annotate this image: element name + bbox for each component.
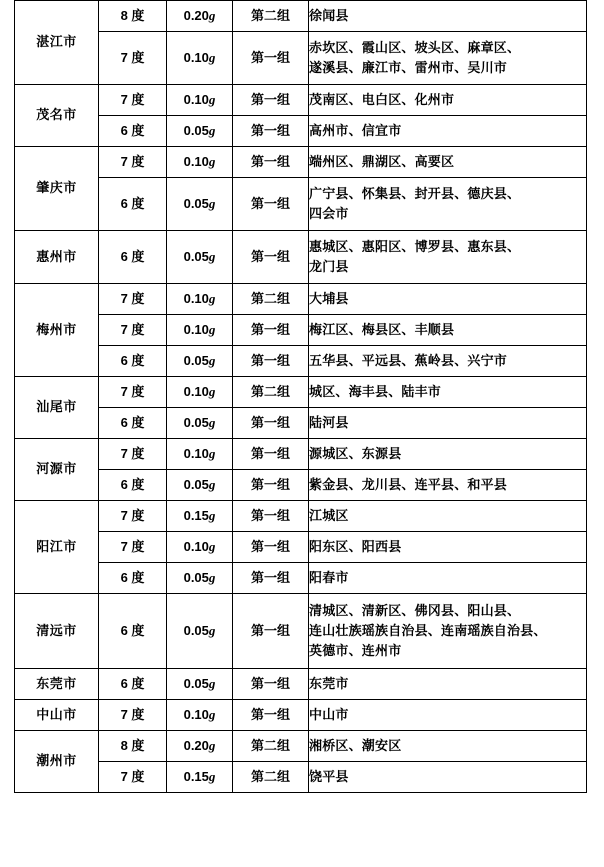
cell-group: 第一组 xyxy=(233,178,309,231)
cell-areas: 东莞市 xyxy=(309,669,587,700)
cell-acceleration: 0.10g xyxy=(167,315,233,346)
cell-group: 第一组 xyxy=(233,32,309,85)
cell-areas: 梅江区、梅县区、丰顺县 xyxy=(309,315,587,346)
cell-acceleration: 0.10g xyxy=(167,377,233,408)
table-row xyxy=(15,284,587,315)
cell-acceleration: 0.05g xyxy=(167,408,233,439)
cell-acceleration: 0.05g xyxy=(167,563,233,594)
cell-city: 梅州市 xyxy=(15,284,99,377)
cell-areas: 阳春市 xyxy=(309,563,587,594)
cell-acceleration: 0.10g xyxy=(167,284,233,315)
cell-areas: 陆河县 xyxy=(309,408,587,439)
cell-areas: 源城区、东源县 xyxy=(309,439,587,470)
cell-group: 第一组 xyxy=(233,563,309,594)
cell-degree: 8 度 xyxy=(99,731,167,762)
cell-areas: 紫金县、龙川县、连平县、和平县 xyxy=(309,470,587,501)
table-row xyxy=(15,346,587,377)
table-row xyxy=(15,408,587,439)
cell-degree: 7 度 xyxy=(99,439,167,470)
cell-acceleration: 0.05g xyxy=(167,178,233,231)
cell-acceleration: 0.10g xyxy=(167,32,233,85)
cell-degree: 6 度 xyxy=(99,178,167,231)
cell-acceleration: 0.10g xyxy=(167,700,233,731)
cell-degree: 6 度 xyxy=(99,346,167,377)
cell-city: 清远市 xyxy=(15,594,99,669)
cell-areas: 茂南区、电白区、化州市 xyxy=(309,85,587,116)
cell-city: 中山市 xyxy=(15,700,99,731)
table-row xyxy=(15,762,587,793)
cell-degree: 6 度 xyxy=(99,669,167,700)
cell-areas: 高州市、信宜市 xyxy=(309,116,587,147)
cell-acceleration: 0.10g xyxy=(167,439,233,470)
cell-group: 第二组 xyxy=(233,377,309,408)
cell-group: 第一组 xyxy=(233,501,309,532)
cell-degree: 6 度 xyxy=(99,594,167,669)
cell-group: 第一组 xyxy=(233,470,309,501)
cell-areas: 清城区、清新区、佛冈县、阳山县、 连山壮族瑶族自治县、连南瑶族自治县、 英德市、连州市 xyxy=(309,594,587,669)
cell-degree: 6 度 xyxy=(99,563,167,594)
cell-areas: 徐闻县 xyxy=(309,1,587,32)
cell-degree: 7 度 xyxy=(99,700,167,731)
cell-acceleration: 0.05g xyxy=(167,346,233,377)
cell-acceleration: 0.05g xyxy=(167,594,233,669)
table-row xyxy=(15,32,587,85)
table-row xyxy=(15,178,587,231)
cell-acceleration: 0.20g xyxy=(167,1,233,32)
cell-city: 茂名市 xyxy=(15,85,99,147)
cell-degree: 7 度 xyxy=(99,532,167,563)
cell-group: 第一组 xyxy=(233,147,309,178)
cell-group: 第二组 xyxy=(233,762,309,793)
cell-degree: 8 度 xyxy=(99,1,167,32)
cell-degree: 7 度 xyxy=(99,85,167,116)
cell-areas: 饶平县 xyxy=(309,762,587,793)
cell-areas: 湘桥区、潮安区 xyxy=(309,731,587,762)
cell-group: 第二组 xyxy=(233,731,309,762)
cell-areas: 江城区 xyxy=(309,501,587,532)
cell-acceleration: 0.10g xyxy=(167,147,233,178)
table-row xyxy=(15,470,587,501)
cell-city: 河源市 xyxy=(15,439,99,501)
cell-areas: 惠城区、惠阳区、博罗县、惠东县、 龙门县 xyxy=(309,231,587,284)
cell-areas: 大埔县 xyxy=(309,284,587,315)
cell-degree: 7 度 xyxy=(99,284,167,315)
cell-areas: 阳东区、阳西县 xyxy=(309,532,587,563)
cell-degree: 7 度 xyxy=(99,377,167,408)
cell-acceleration: 0.10g xyxy=(167,85,233,116)
table-row xyxy=(15,669,587,700)
seismic-intensity-table xyxy=(14,0,587,793)
cell-acceleration: 0.10g xyxy=(167,532,233,563)
cell-city: 肇庆市 xyxy=(15,147,99,231)
cell-degree: 7 度 xyxy=(99,762,167,793)
cell-degree: 6 度 xyxy=(99,116,167,147)
cell-group: 第二组 xyxy=(233,1,309,32)
cell-degree: 7 度 xyxy=(99,501,167,532)
cell-areas: 赤坎区、霞山区、坡头区、麻章区、 遂溪县、廉江市、雷州市、吴川市 xyxy=(309,32,587,85)
cell-degree: 7 度 xyxy=(99,32,167,85)
cell-degree: 7 度 xyxy=(99,147,167,178)
cell-areas: 中山市 xyxy=(309,700,587,731)
table-row xyxy=(15,231,587,284)
table-row xyxy=(15,315,587,346)
cell-city: 惠州市 xyxy=(15,231,99,284)
cell-group: 第一组 xyxy=(233,408,309,439)
cell-city: 东莞市 xyxy=(15,669,99,700)
cell-acceleration: 0.15g xyxy=(167,501,233,532)
table-row xyxy=(15,1,587,32)
cell-degree: 6 度 xyxy=(99,470,167,501)
table-row xyxy=(15,501,587,532)
table-row xyxy=(15,439,587,470)
cell-acceleration: 0.05g xyxy=(167,669,233,700)
cell-group: 第一组 xyxy=(233,315,309,346)
cell-group: 第二组 xyxy=(233,284,309,315)
cell-group: 第一组 xyxy=(233,594,309,669)
table-row xyxy=(15,377,587,408)
cell-group: 第一组 xyxy=(233,439,309,470)
table-row xyxy=(15,147,587,178)
cell-city: 汕尾市 xyxy=(15,377,99,439)
cell-group: 第一组 xyxy=(233,669,309,700)
cell-acceleration: 0.05g xyxy=(167,116,233,147)
table-row xyxy=(15,700,587,731)
table-row xyxy=(15,532,587,563)
cell-city: 阳江市 xyxy=(15,501,99,594)
cell-areas: 广宁县、怀集县、封开县、德庆县、 四会市 xyxy=(309,178,587,231)
cell-group: 第一组 xyxy=(233,116,309,147)
cell-acceleration: 0.05g xyxy=(167,470,233,501)
cell-degree: 6 度 xyxy=(99,408,167,439)
cell-acceleration: 0.05g xyxy=(167,231,233,284)
cell-degree: 7 度 xyxy=(99,315,167,346)
table-row xyxy=(15,594,587,669)
cell-areas: 端州区、鼎湖区、高要区 xyxy=(309,147,587,178)
cell-group: 第一组 xyxy=(233,700,309,731)
cell-areas: 城区、海丰县、陆丰市 xyxy=(309,377,587,408)
cell-city: 湛江市 xyxy=(15,1,99,85)
cell-degree: 6 度 xyxy=(99,231,167,284)
cell-group: 第一组 xyxy=(233,85,309,116)
cell-city: 潮州市 xyxy=(15,731,99,793)
cell-acceleration: 0.15g xyxy=(167,762,233,793)
table-row xyxy=(15,85,587,116)
cell-group: 第一组 xyxy=(233,231,309,284)
table-row xyxy=(15,116,587,147)
cell-group: 第一组 xyxy=(233,346,309,377)
table-row xyxy=(15,731,587,762)
cell-group: 第一组 xyxy=(233,532,309,563)
table-row xyxy=(15,563,587,594)
cell-acceleration: 0.20g xyxy=(167,731,233,762)
cell-areas: 五华县、平远县、蕉岭县、兴宁市 xyxy=(309,346,587,377)
